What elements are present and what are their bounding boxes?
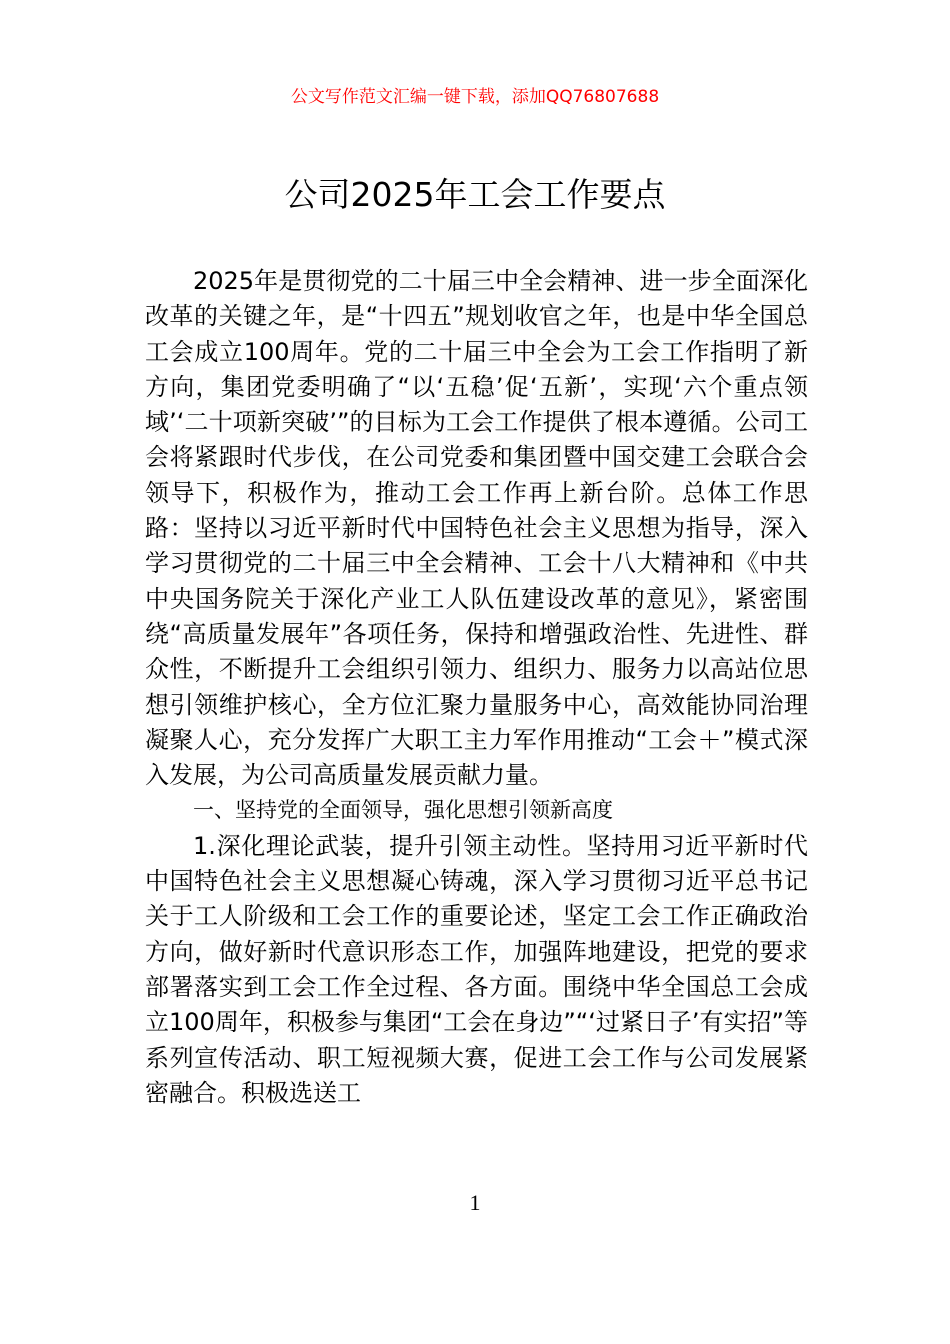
item-1-paragraph: 1.深化理论武装，提升引领主动性。坚持用习近平新时代中国特色社会主义思想凝心铸魂，深入学习贯彻习近平总书记关于工人阶级和工会工作的重要论述，坚定工会工作正确政治方向，做好新时代意识形态工作，加强阵地建设，把党的要求部署落实到工会工作全过程、各方面。围绕中华全国总工会成立100周年，积极参与集团“工会在身边”“‘过紧日子’有实招”等系列宣传活动、职工短视频大赛，促进工会工作与公司发展紧密融合。积极选送工 — [145, 831, 808, 1107]
document-title: 公司2025年工会工作要点 — [284, 175, 666, 214]
intro-paragraph: 2025年是贯彻党的二十届三中全会精神、进一步全面深化改革的关键之年，是“十四五”规划收官之年，也是中华全国总工会成立100周年。党的二十届三中全会为工会工作指明了新方向，集团党委明确了“以‘五稳’促‘五新’，实现‘六个重点领域’‘二十项新突破’”的目标为工会工作提供了根本遵循。公司工会将紧跟时代步伐，在公司党委和集团暨中国交建工会联合会领导下，积极作为，推动工会工作再上新台阶。总体工作思路：坚持以习近平新时代中国特色社会主义思想为指导，深入学习贯彻党的二十届三中全会精神、工会十八大精神和《中共中央国务院关于深化产业工人队伍建设改革的意见》，紧密围绕“高质量发展年”各项任务，保持和增强政治性、先进性、群众性，不断提升工会组织引领力、组织力、服务力以高站位思想引领维护核心，全方位汇聚力量服务中心，高效能协同治理凝聚人心，充分发挥广大职工主力军作用推动“工会＋”模式深入发展，为公司高质量发展贡献力量。 — [145, 267, 808, 790]
section-1-heading: 一、坚持党的全面领导，强化思想引领新高度 — [193, 798, 613, 823]
document-body — [145, 264, 808, 1111]
page-number: 1 — [469, 1190, 481, 1215]
download-promo-note: 公文写作范文汇编一键下载，添加QQ76807688 — [290, 87, 660, 107]
